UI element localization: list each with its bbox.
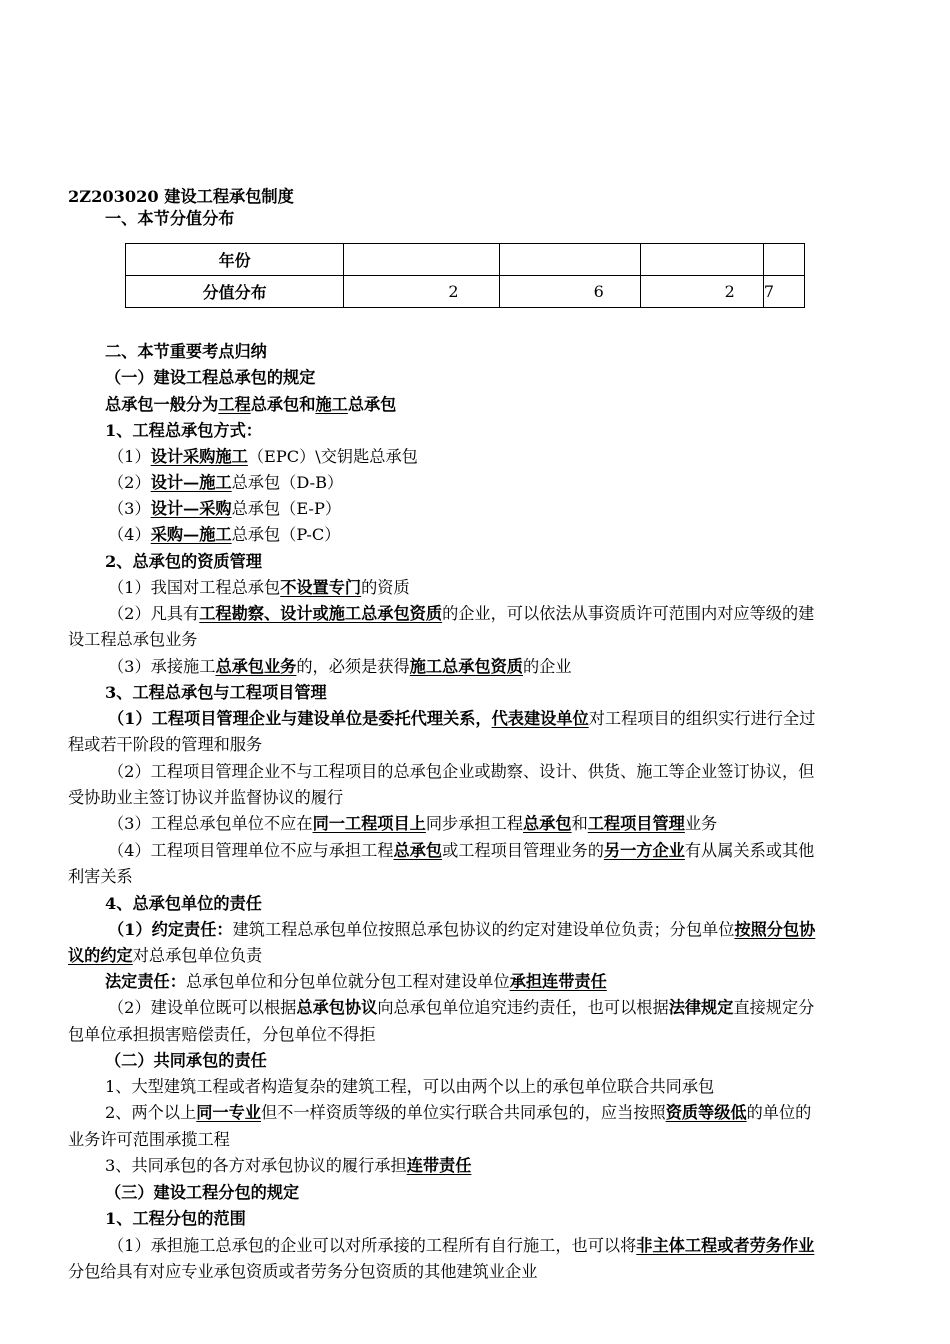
paragraph: （4）工程项目管理单位不应与承担工程总承包或工程项目管理业务的另一方企业有从属关系或其他 <box>108 841 815 860</box>
item-title: 1、工程分包的范围 <box>105 1209 246 1228</box>
item-title: 3、工程总承包与工程项目管理 <box>105 683 327 702</box>
table-cell: 2 <box>344 276 499 308</box>
section-heading-1: 一、本节分值分布 <box>105 209 235 228</box>
paragraph: （1）工程项目管理企业与建设单位是委托代理关系，代表建设单位对工程项目的组织实行进行全过 <box>108 709 816 728</box>
paragraph: 3、共同承包的各方对承包协议的履行承担连带责任 <box>105 1156 472 1175</box>
paragraph: （1）我国对工程总承包不设置专门的资质 <box>108 578 410 597</box>
table-cell: 2 <box>640 276 763 308</box>
paragraph: （2）工程项目管理企业不与工程项目的总承包企业或勘察、设计、供货、施工等企业签订协议，但 <box>108 762 815 781</box>
paragraph: （1）约定责任：建筑工程总承包单位按照总承包协议的约定对建设单位负责；分包单位按照分包协 <box>108 920 816 939</box>
section-heading-2: 二、本节重要考点归纳 <box>105 342 267 361</box>
table-cell: 7 <box>763 276 804 308</box>
subsection-heading: （一）建设工程总承包的规定 <box>105 368 316 387</box>
paragraph: 1、大型建筑工程或者构造复杂的建筑工程，可以由两个以上的承包单位联合共同承包 <box>105 1077 715 1096</box>
item-title: 1、工程总承包方式： <box>105 421 262 440</box>
table-row <box>126 276 805 308</box>
doc-title: 2Z203020 建设工程承包制度 <box>68 187 294 206</box>
paragraph-cont: 受协助业主签订协议并监督协议的履行 <box>68 788 344 807</box>
paragraph: 2、两个以上同一专业但不一样资质等级的单位实行联合共同承包的，应当按照资质等级低的单位的 <box>105 1103 812 1122</box>
paragraph-cont: 业务许可范围承揽工程 <box>68 1130 230 1149</box>
table-label-year: 年份 <box>126 244 344 276</box>
item-title: 2、总承包的资质管理 <box>105 552 262 571</box>
paragraph: （3）承接施工总承包业务的，必须是获得施工总承包资质的企业 <box>108 657 572 676</box>
list-item: （3）设计—采购总承包（E-P） <box>108 499 342 518</box>
paragraph-cont: 包单位承担损害赔偿责任，分包单位不得拒 <box>68 1025 376 1044</box>
item-title: 4、总承包单位的责任 <box>105 894 262 913</box>
table-cell: 6 <box>499 276 640 308</box>
paragraph-cont: 议的约定对总承包单位负责 <box>68 946 263 965</box>
paragraph: （2）凡具有工程勘察、设计或施工总承包资质的企业，可以依法从事资质许可范围内对应等级的建 <box>108 604 815 623</box>
paragraph-cont: 程或若干阶段的管理和服务 <box>68 735 263 754</box>
paragraph-cont: 设工程总承包业务 <box>68 630 198 649</box>
paragraph: （1）承担施工总承包的企业可以对所承接的工程所有自行施工，也可以将非主体工程或者劳务作业 <box>108 1236 815 1255</box>
paragraph: 总承包一般分为工程总承包和施工总承包 <box>105 395 397 414</box>
score-table <box>125 243 805 308</box>
subsection-heading: （三）建设工程分包的规定 <box>105 1183 300 1202</box>
paragraph: （3）工程总承包单位不应在同一工程项目上同步承担工程总承包和工程项目管理业务 <box>108 814 718 833</box>
paragraph: 法定责任：总承包单位和分包单位就分包工程对建设单位承担连带责任 <box>105 972 607 991</box>
paragraph: （2）建设单位既可以根据总承包协议向总承包单位追究违约责任，也可以根据法律规定直接规定分 <box>108 998 815 1017</box>
paragraph-cont: 分包给具有对应专业承包资质或者劳务分包资质的其他建筑业企业 <box>68 1262 538 1281</box>
paragraph-cont: 利害关系 <box>68 867 133 886</box>
subsection-heading: （二）共同承包的责任 <box>105 1051 267 1070</box>
list-item: （4）采购—施工总承包（P-C） <box>108 525 341 544</box>
table-row <box>126 244 805 276</box>
list-item: （2）设计—施工总承包（D-B） <box>108 473 344 492</box>
list-item: （1）设计采购施工（EPC）\交钥匙总承包 <box>108 447 418 466</box>
table-label-score: 分值分布 <box>126 276 344 308</box>
